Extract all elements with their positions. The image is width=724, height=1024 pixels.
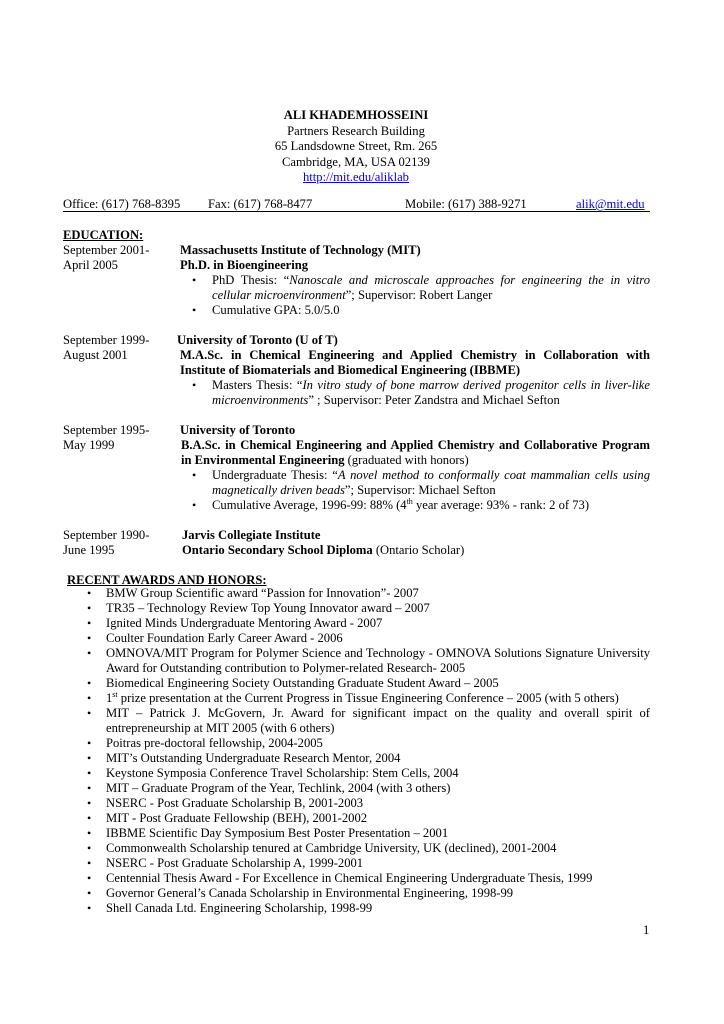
award-item: • Commonwealth Scholarship tenured at Cambridge University, UK (declined), 2001-2004	[106, 841, 650, 856]
award-item: • MIT - Post Graduate Fellowship (BEH), 2001-2002	[106, 811, 650, 826]
office-phone: Office: (617) 768-8395	[63, 197, 181, 211]
edu-school: University of Toronto (U of T)	[177, 333, 338, 347]
award-item: • Poitras pre-doctoral fellowship, 2004-2005	[106, 736, 650, 751]
edu-degree: Ph.D. in Bioengineering	[180, 258, 309, 272]
education-heading: EDUCATION:	[63, 228, 144, 242]
award-item: • NSERC - Post Graduate Scholarship A, 1999-2001	[106, 856, 650, 871]
fax-number: Fax: (617) 768-8477	[208, 197, 313, 211]
edu-details	[212, 378, 650, 408]
email-link[interactable]: alik@mit.edu	[576, 197, 645, 211]
edu-degree: Ontario Secondary School Diploma (Ontario Scholar)	[182, 543, 465, 557]
edu-date-start: September 1999-	[63, 333, 150, 347]
award-item: • MIT’s Outstanding Undergraduate Research Mentor, 2004	[106, 751, 650, 766]
edu-date-start: September 1995-	[63, 423, 150, 437]
contact-divider	[63, 211, 650, 212]
edu-thesis: • Undergraduate Thesis: “A novel method to conformally coat mammalian cells using magnetically driven beads”; Supervisor: Michael Sefton	[212, 468, 650, 498]
award-item: • Keystone Symposia Conference Travel Scholarship: Stem Cells, 2004	[106, 766, 650, 781]
award-item: • Centennial Thesis Award - For Excellence in Chemical Engineering Undergraduate Thesis, 1999	[106, 871, 650, 886]
edu-date-end: August 2001	[63, 348, 128, 362]
award-item: • Biomedical Engineering Society Outstanding Graduate Student Award – 2005	[106, 676, 650, 691]
award-item: • Ignited Minds Undergraduate Mentoring Award - 2007	[106, 616, 650, 631]
website-link[interactable]: http://mit.edu/aliklab	[303, 170, 409, 184]
awards-list	[106, 586, 650, 916]
award-item: • Governor General’s Canada Scholarship in Environmental Engineering, 1998-99	[106, 886, 650, 901]
person-name: ALI KHADEMHOSSEINI	[283, 108, 429, 122]
mobile-phone: Mobile: (617) 388-9271	[405, 197, 527, 211]
award-item: • Shell Canada Ltd. Engineering Scholarship, 1998-99	[106, 901, 650, 916]
award-item: • Coulter Foundation Early Career Award - 2006	[106, 631, 650, 646]
edu-gpa: • Cumulative GPA: 5.0/5.0	[212, 303, 650, 318]
award-item: • 1st prize presentation at the Current Progress in Tissue Engineering Conference – 2005 (with 5 others)	[106, 691, 650, 706]
award-item: • NSERC - Post Graduate Scholarship B, 2001-2003	[106, 796, 650, 811]
edu-details	[212, 468, 650, 513]
edu-thesis: • Masters Thesis: “In vitro study of bone marrow derived progenitor cells in liver-like microenvironments” ; Supervisor: Peter Zandstra and Michael Sefton	[212, 378, 650, 408]
edu-date-end: June 1995	[63, 543, 115, 557]
edu-date-end: April 2005	[63, 258, 118, 272]
award-item: • TR35 – Technology Review Top Young Innovator award – 2007	[106, 601, 650, 616]
cv-header	[0, 108, 712, 186]
award-item: • MIT – Patrick J. McGovern, Jr. Award for significant impact on the quality and overall spirit of entrepreneurship at MIT 2005 (with 6 others)	[106, 706, 650, 736]
edu-school: University of Toronto	[180, 423, 296, 437]
edu-school: Jarvis Collegiate Institute	[182, 528, 321, 542]
award-item: • IBBME Scientific Day Symposium Best Poster Presentation – 2001	[106, 826, 650, 841]
edu-degree: B.A.Sc. in Chemical Engineering and Applied Chemistry and Collaborative Program in Environmental Engineering (graduated with honors)	[181, 438, 650, 467]
award-item: • OMNOVA/MIT Program for Polymer Science and Technology - OMNOVA Solutions Signature University Award for Outstanding contribution to Polymer-related Research- 2005	[106, 646, 650, 676]
edu-school: Massachusetts Institute of Technology (MIT)	[180, 243, 421, 257]
page-number: 1	[643, 923, 650, 937]
address-building: Partners Research Building	[287, 123, 425, 138]
awards-heading: RECENT AWARDS AND HONORS:	[67, 573, 267, 587]
address-city: Cambridge, MA, USA 02139	[282, 154, 430, 169]
edu-date-start: September 1990-	[63, 528, 150, 542]
edu-details	[212, 273, 650, 318]
edu-date-start: September 2001-	[63, 243, 150, 257]
edu-degree: M.A.Sc. in Chemical Engineering and Applied Chemistry in Collaboration with Institute of Biomaterials and Biomedical Engineering (IBBME)	[180, 348, 650, 377]
edu-thesis: • PhD Thesis: “Nanoscale and microscale approaches for engineering the in vitro cellular microenvironment”; Supervisor: Robert Langer	[212, 273, 650, 303]
award-item: • MIT – Graduate Program of the Year, Techlink, 2004 (with 3 others)	[106, 781, 650, 796]
award-item: • BMW Group Scientific award “Passion for Innovation”- 2007	[106, 586, 650, 601]
edu-average: • Cumulative Average, 1996-99: 88% (4th year average: 93% - rank: 2 of 73)	[212, 498, 650, 513]
address-street: 65 Landsdowne Street, Rm. 265	[274, 139, 438, 153]
edu-date-end: May 1999	[63, 438, 115, 452]
